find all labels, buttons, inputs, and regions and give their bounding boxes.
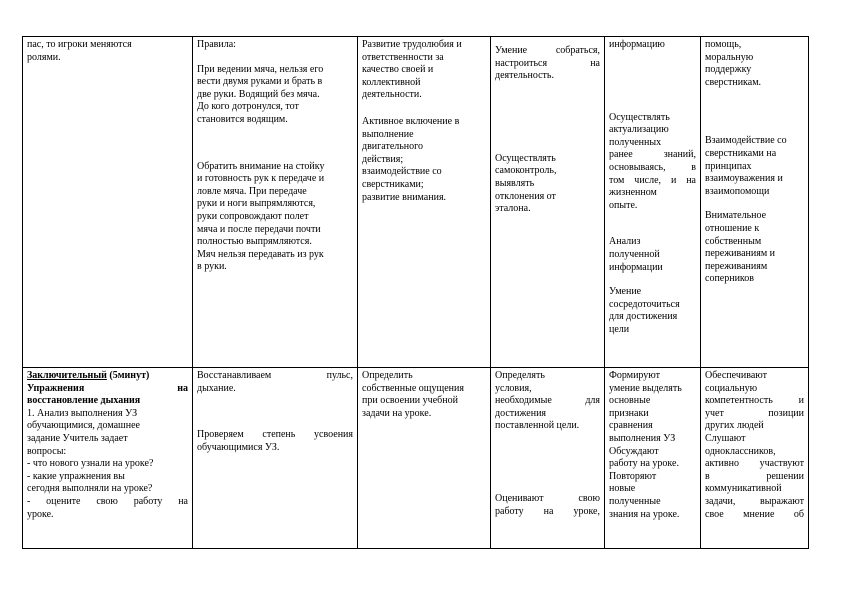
text-line: дыхание. xyxy=(197,382,236,394)
text-line: и готовность рук к передаче и xyxy=(197,173,325,185)
text-line: поддержку xyxy=(705,64,752,76)
text-line: коммуникативной xyxy=(705,483,782,495)
cell-teacher xyxy=(193,37,358,368)
text-line: При ведении мяча, нельзя его xyxy=(197,63,324,75)
text-line: самоконтроль, xyxy=(495,165,557,177)
text-line: необходимые для xyxy=(495,395,600,407)
text-line: До кого дотронулся, тот xyxy=(197,101,299,113)
cell-communicative xyxy=(701,37,809,368)
text-line: Повторяют xyxy=(609,470,657,482)
text-line: выполнения УЗ xyxy=(609,432,676,444)
text-line: Определить xyxy=(362,370,413,381)
table-row xyxy=(23,368,809,549)
text-line: основываясь, в xyxy=(609,161,696,173)
text-line: деятельности. xyxy=(362,89,422,101)
text-line: задачи на уроке. xyxy=(362,407,432,419)
text-line: Восстанавливаем пульс, xyxy=(197,370,353,381)
text-line: выявлять xyxy=(495,177,535,189)
cell-communicative xyxy=(701,368,809,549)
rules-title: Правила: xyxy=(197,39,236,50)
text-line: учет позиции xyxy=(705,407,804,419)
text-line: в руки. xyxy=(197,261,227,273)
text-line: Оценивают свою xyxy=(495,492,600,504)
text-line: Упражнения на xyxy=(27,382,188,394)
cell-personal xyxy=(358,37,491,368)
text-line: восстановление дыхания xyxy=(27,395,141,407)
cell-regulatory xyxy=(491,37,605,368)
text-line: Внимательное xyxy=(705,210,767,222)
text-line: переживаниям и xyxy=(705,248,775,260)
text-line: задание Учитель задает xyxy=(27,432,128,444)
text-line: Осуществлять xyxy=(495,152,556,164)
text-line: знания на уроке. xyxy=(609,508,680,520)
text-line: достижения xyxy=(495,407,547,419)
text-line: условия, xyxy=(495,382,532,394)
text-line: коллективной xyxy=(362,76,421,88)
text-line: взаимоуважения и xyxy=(705,173,783,185)
text-line: свое мнение об xyxy=(705,508,804,520)
text-line: развитие внимания. xyxy=(362,191,447,203)
text-line: задачи, выражают xyxy=(705,495,804,507)
cell-cognitive xyxy=(605,368,701,549)
text-line: Обсуждают xyxy=(609,445,659,457)
stage-name: Заключительный xyxy=(27,370,107,381)
text-line: мяча и после передачи почти xyxy=(197,223,321,235)
text-line: компетентность и xyxy=(705,395,804,407)
text-line: Проверяем степень усвоения xyxy=(197,429,353,441)
text-line: руки и ноги выпрямляются, xyxy=(197,198,316,210)
text-line: Формируют xyxy=(609,370,661,381)
text-line: - какие упражнения вы xyxy=(27,470,125,482)
text-line: Обратить внимание на стойку xyxy=(197,160,325,172)
text-line: пас, то игроки меняются xyxy=(27,39,132,50)
text-line: умение выделять xyxy=(609,382,682,394)
text-line: Умение собраться, xyxy=(495,45,600,56)
text-line: опыте. xyxy=(609,199,638,211)
text-line: социальную xyxy=(705,382,758,394)
text-line: полученные xyxy=(609,495,661,507)
text-line: 1. Анализ выполнения УЗ xyxy=(27,407,138,419)
text-line: работу на уроке. xyxy=(609,458,679,470)
text-line: взаимопомощи xyxy=(705,185,770,197)
text-line: отклонения от xyxy=(495,190,556,202)
text-line: основные xyxy=(609,395,651,407)
text-line: действия; xyxy=(362,153,404,165)
text-line: вести двумя руками и брать в xyxy=(197,76,323,88)
text-line: в решении xyxy=(705,470,804,482)
cell-activity xyxy=(23,37,193,368)
text-line: Анализ xyxy=(609,236,641,248)
text-line: одноклассников, xyxy=(705,445,776,457)
text-line: обучающимися УЗ. xyxy=(197,441,280,453)
text-line: информацию xyxy=(609,39,665,50)
text-line: жизненном xyxy=(609,187,657,199)
text-line: сверстникам. xyxy=(705,76,762,88)
text-line: помощь, xyxy=(705,39,742,50)
text-line: выполнение xyxy=(362,128,414,140)
text-line: Умение xyxy=(609,286,642,298)
table-row xyxy=(23,37,809,368)
text-line: том числе, и на xyxy=(609,174,696,186)
text-line: Осуществлять xyxy=(609,111,670,123)
text-line: качество своей и xyxy=(362,64,434,76)
text-line: собственным xyxy=(705,235,762,247)
text-line: - оцените свою работу на xyxy=(27,495,188,507)
text-line: Активное включение в xyxy=(362,115,460,127)
text-line: сверстниками; xyxy=(362,178,424,190)
text-line: для достижения xyxy=(609,311,678,323)
text-line: вопросы: xyxy=(27,445,67,457)
text-line: переживаниям xyxy=(705,260,768,272)
text-line: полученных xyxy=(609,136,662,148)
text-line: обучающимися, домашнее xyxy=(27,420,140,432)
text-line: деятельность. xyxy=(495,70,554,82)
text-line: взаимодействие со xyxy=(362,166,442,178)
text-line: Взаимодействие со xyxy=(705,135,787,147)
text-line: Слушают xyxy=(705,432,746,444)
text-line: уроке. xyxy=(27,508,54,520)
text-line: собственные ощущения xyxy=(362,382,464,394)
text-line: сосредоточиться xyxy=(609,298,680,310)
cell-activity xyxy=(23,368,193,549)
text-line: сверстниками на xyxy=(705,147,777,159)
text-line: актуализацию xyxy=(609,124,669,136)
cell-personal xyxy=(358,368,491,549)
text-line: ранее знаний, xyxy=(609,149,696,161)
text-line: - что нового узнали на уроке? xyxy=(27,458,154,470)
text-line: принципах xyxy=(705,160,752,172)
text-line: при освоении учебной xyxy=(362,395,458,407)
cell-teacher xyxy=(193,368,358,549)
text-line: отношение к xyxy=(705,222,760,234)
text-line: полученной xyxy=(609,248,660,260)
text-line: сравнения xyxy=(609,420,653,432)
text-line: информации xyxy=(609,261,663,273)
text-line: ловле мяча. При передаче xyxy=(197,185,307,197)
text-line: эталона. xyxy=(495,203,531,215)
text-line: настроиться на xyxy=(495,57,600,69)
text-line: новые xyxy=(609,483,636,495)
stage-heading xyxy=(27,370,188,383)
text-line: Мяч нельзя передавать из рук xyxy=(197,248,324,260)
text-line: поставленной цели. xyxy=(495,420,580,432)
stage-duration: (5минут) xyxy=(106,370,150,381)
text-line: признаки xyxy=(609,407,649,419)
text-line: цели xyxy=(609,323,630,335)
text-line: две руки. Водящий без мяча. xyxy=(197,88,320,100)
text-line: становится водящим. xyxy=(197,113,288,125)
text-line: двигательного xyxy=(362,141,424,153)
text-line: Обеспечивают xyxy=(705,370,767,381)
text-line: соперников xyxy=(705,273,755,285)
text-line: моральную xyxy=(705,51,754,63)
cell-regulatory xyxy=(491,368,605,549)
text-line: полностью выпрямляются. xyxy=(197,236,312,248)
text-line: ответственности за xyxy=(362,51,444,63)
text-line: работу на уроке, xyxy=(495,505,600,517)
text-line: активно участвуют xyxy=(705,458,804,470)
text-line: Определять xyxy=(495,370,545,381)
cell-cognitive xyxy=(605,37,701,368)
text-line: ролями. xyxy=(27,51,61,63)
text-line: руки сопровождают полет xyxy=(197,210,309,222)
text-line: других людей xyxy=(705,420,764,432)
text-line: Развитие трудолюбия и xyxy=(362,39,462,50)
lesson-plan-table xyxy=(22,36,809,549)
text-line: сегодня выполняли на уроке? xyxy=(27,483,153,495)
